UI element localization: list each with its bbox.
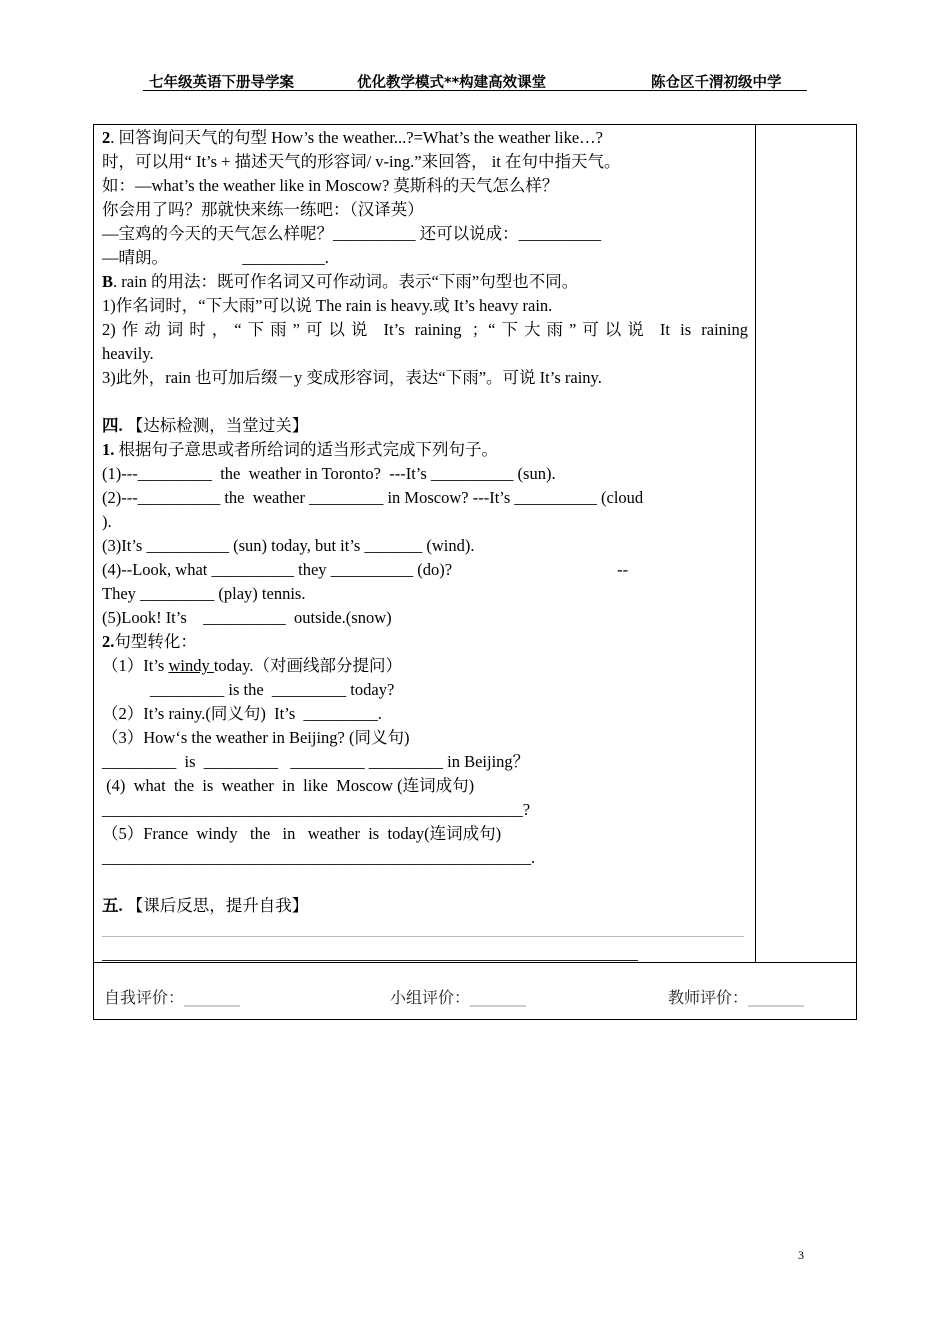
table-column-divider (755, 124, 756, 963)
page-header (143, 70, 807, 91)
teacher-evaluation: 教师评价：________ (668, 988, 805, 1007)
section-heading: 五. 【课后反思，提升自我】 (102, 896, 309, 915)
exercise-item: (2)---__________ the weather _________ in Moscow? ---It’s __________ (cloud (102, 488, 644, 507)
table-row-divider (93, 962, 857, 963)
text-line: 如：—what’s the weather like in Moscow? 莫斯科的天气怎么样？ (102, 176, 559, 195)
text-line: B. rain 的用法：既可作名词又可作动词。表示“下雨”句型也不同。 (102, 272, 579, 291)
self-evaluation: 自我评价：________ (104, 988, 241, 1007)
exercise-heading: 1. 根据句子意思或者所给词的适当形式完成下列句子。 (102, 440, 498, 459)
header-course-title: 七年级英语下册导学案 (149, 75, 294, 91)
exercise-item: （5）France windy the in weather is today(连词成句) (102, 824, 502, 843)
text-line: 1)作名词时，“下大雨”可以说 The rain is heavy.或 It’s heavy rain. (102, 296, 553, 315)
exercise-item: _________ is the _________ today? (150, 680, 395, 699)
exercise-item: _________ is _________ _________ _________ in Beijing？ (102, 752, 530, 771)
page-number: 3 (798, 1248, 804, 1262)
exercise-item: （3）How‘s the weather in Beijing? (同义句) (102, 728, 410, 747)
exercise-item: (5)Look! It’s __________ outside.(snow) (102, 608, 392, 627)
exercise-item: （1）It’s windy today.（对画线部分提问） (102, 656, 403, 675)
section-heading: 四. 【达标检测，当堂过关】 (102, 416, 309, 435)
header-slogan: 优化教学模式**构建高效课堂 (357, 75, 547, 91)
header-school-name: 陈仓区千渭初级中学 (651, 75, 782, 91)
text-line: 时，可以用“ It’s + 描述天气的形容词/ v-ing.”来回答， it 在句中指天气。 (102, 152, 621, 171)
exercise-item: （2）It’s rainy.(同义句) It’s _________. (102, 704, 382, 723)
text-line: —宝鸡的今天的天气怎么样呢？__________ 还可以说成：__________ (102, 224, 602, 243)
group-evaluation: 小组评价：________ (390, 988, 527, 1007)
text-line: 3)此外，rain 也可加后缀－y 变成形容词，表达“下雨”。可说 It’s rainy. (102, 368, 602, 387)
worksheet-content (102, 126, 748, 918)
exercise-item: (4) what the is weather in like Moscow (连词成句) (102, 776, 475, 795)
text-line: —晴朗。 __________. (102, 248, 329, 267)
exercise-item: (4)--Look, what __________ they __________ (do)? -- (102, 560, 629, 579)
exercise-heading: 2.句型转化： (102, 632, 197, 651)
exercise-item: They _________ (play) tennis. (102, 584, 306, 603)
exercise-item: (3)It’s __________ (sun) today, but it’s _______ (wind). (102, 536, 475, 555)
text-line: 你会用了吗？那就快来练一练吧：（汉译英） (102, 200, 424, 219)
exercise-item: (1)---_________ the weather in Toronto? ---It’s __________ (sun). (102, 464, 556, 483)
text-line: 2)作动词时，“下雨”可以说 It’s raining ；“下大雨”可以说 It is raining (102, 320, 748, 339)
answer-line: ____________________________________________________. (102, 848, 536, 867)
text-line: 2. 回答询问天气的句型 How’s the weather...?=What’s the weather like…? (102, 128, 603, 147)
reflection-line (102, 936, 744, 937)
exercise-item: ). (102, 512, 112, 531)
text-line: heavily. (102, 344, 154, 363)
reflection-line (102, 960, 638, 961)
underlined-word: windy (168, 656, 214, 675)
answer-line: ___________________________________________________? (102, 800, 531, 819)
